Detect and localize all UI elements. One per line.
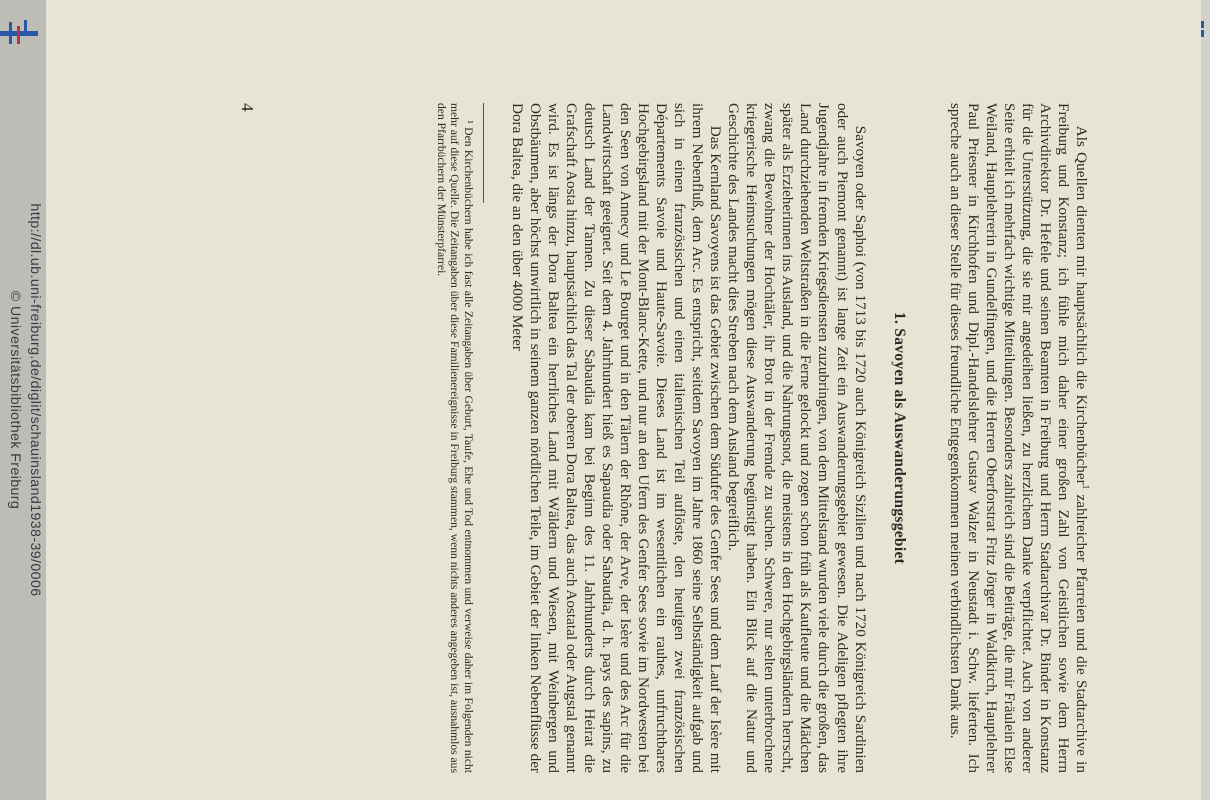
scan-marker-icon xyxy=(1200,20,1206,38)
footnote: ¹ Den Kirchenbüchern habe ich fast alle Zeitangaben über Geburt, Taufe, Ehe und Tod entnommen und verweise daher im Folgenden nicht mehr auf diese Quelle. Die Zeitangaben über diese Familienereignisse in Freiburg stammen, wenn nichts anderes angegeben ist, ausnahmlos aus den Pfarrbüchern der Münsterpfarrei. xyxy=(434,103,475,773)
section-heading: 1. Savoyen als Auswanderungsgebiet xyxy=(890,311,908,565)
source-url-link[interactable]: http://dl.ub.uni-freiburg.de/diglit/schauinsland1938-39/0006 xyxy=(27,203,43,597)
footnote-marker: 1 xyxy=(1081,484,1091,490)
footnote-divider xyxy=(483,103,484,203)
page-number: 4 xyxy=(238,103,257,112)
viewer-right-margin xyxy=(1201,0,1210,800)
body-paragraph: Das Kernland Savoyens ist das Gebiet zwischen dem Südufer des Genfer Sees und dem Lauf der Isère mit ihrem Nebenfluß, dem Arc. Es entspricht, seitdem Savoyen im Jahre 1860 seine Selbständigkeit aufgab und sich in einen französischen und einen italienischen Teil auflöste, den heutigen zwei französischen Départements Savoie und Haute-Savoie. Dieses Land ist im wesentlichen ein rauhes, unfruchtbares Hochgebirgsland mit der Mont-Blanc-Kette, und nur an den Ufern des Genfer Sees sowie im Nordwesten bei den Seen von Annecy und Le Bourget und in den Tälern der Rhône, der Arve, der Isère und des Arc für die Landwirtschaft geeignet. Seit dem 4. Jahrhundert hieß es Sapaudia oder Sabaudia, d. h. pays des sapins, zu deutsch Land der Tannen. Zu dieser Sabaudia kam bei Beginn des 11. Jahrhunderts durch Heirat die Grafschaft Aosta hinzu, hauptsächlich das Tal der oberen Dora Baltea, das auch Aostatal oder Augstal genannt wird. Es ist längs der Dora Baltea ein herrliches Land mit Wäldern und Wiesen, mit Weinbergen und Obstbäumen, aber höchst unwirtlich in seinem ganzen nördlichen Teile, im Gebiet der linken Nebenflüsse der Dora Baltea, die an den über 4000 Meter xyxy=(508,103,725,773)
rotated-document-page xyxy=(180,5,1110,795)
intro-paragraph: Als Quellen dienten mir hauptsächlich die Kirchenbücher$^1$ zahlreicher Pfarreien und die Stadtarchive in Freiburg und Konstanz; ich fühle mich daher einer großen Zahl von Geistlichen sowie dem Herrn Archivdirektor Dr. Hefele und seinen Beamten in Freiburg und Herrn Stadtarchivar Dr. Binder in Konstanz für die Unterstützung, die sie mir angedeihen ließen, zu herzlichem Danke verpflichtet. Auch von anderer Seite erhielt ich mehrfach wichtige Mitteilungen. Besonders zahlreich sind die Beiträge, die mir Fräulein Else Weiland, Hauptlehrerin in Gundelfingen, und die Herren Oberforstrat Fritz Jörger in Waldkirch, Hauptlehrer Paul Priesner in Kirchhofen und Dipl.-Handelslehrer Gustav Walzer in Neustadt i. Schw. lieferten. Ich spreche auch an dieser Stelle für dieses freundliche Entgegenkommen meinen verbindlichsten Dank aus. xyxy=(946,103,1091,773)
body-paragraph: Savoyen oder Saphoi (von 1713 bis 1720 auch Königreich Sizilien und nach 1720 Königreich Sardinien oder auch Piemont genannt) ist lange Zeit ein Auswanderungsgebiet gewesen. Die Adeligen pflegten ihre Jugendjahre in fremden Kriegsdiensten zuzubringen, von dem Mittelstand wurden viele durch die großen, das Land durchziehenden Weltstraßen in die Ferne gelockt und zogen schon früh als Kaufleute und die Mädchen später als Erzieherinnen ins Ausland, und die Nahrungsnot, die meistens in den Hochgebirgsländern herrscht, zwang die Bewohner der Hochtäler, ihr Brot in der Fremde zu suchen. Schwere, nur selten unterbrochene kriegerische Heimsuchungen mögen diese Auswanderung begünstigt haben. Ein Blick auf die Natur und Geschichte des Landes macht dies Streben nach dem Ausland begreiflich. xyxy=(725,103,869,773)
vertical-credits xyxy=(1,0,45,800)
copyright-notice: © Universitätsbibliothek Freiburg xyxy=(7,290,23,510)
page-body xyxy=(434,103,1090,773)
